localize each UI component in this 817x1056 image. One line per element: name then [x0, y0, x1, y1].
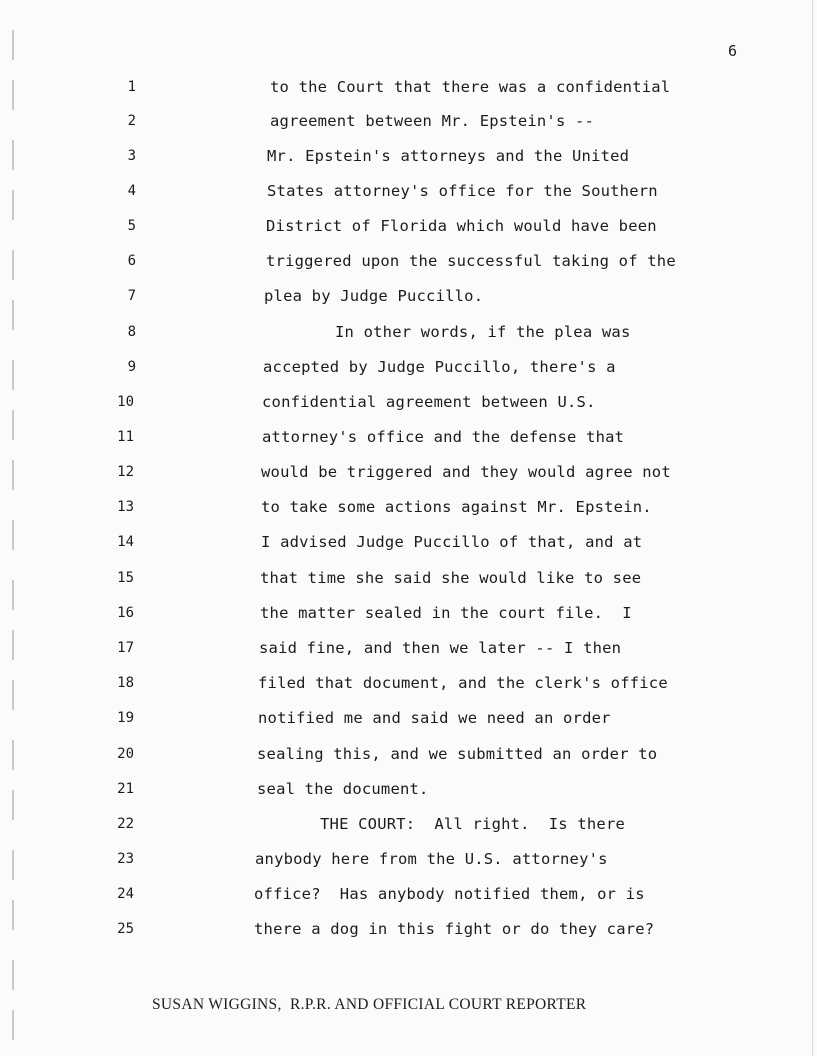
scan-artifact	[12, 190, 14, 220]
line-number: 8	[127, 324, 136, 340]
scan-artifact	[12, 680, 14, 710]
scan-artifact	[12, 520, 14, 550]
scan-artifact	[12, 850, 14, 880]
line-number: 10	[117, 394, 134, 410]
scan-artifact	[12, 460, 14, 490]
transcript-line: said fine, and then we later -- I then	[259, 639, 622, 657]
line-number: 25	[117, 921, 134, 937]
line-number: 22	[117, 816, 134, 832]
line-number: 3	[127, 148, 136, 164]
scan-artifact	[12, 300, 14, 330]
line-number: 11	[117, 429, 134, 445]
scan-artifact	[12, 410, 14, 440]
line-number: 14	[117, 534, 134, 550]
transcript-line: agreement between Mr. Epstein's --	[270, 112, 595, 130]
scan-artifact	[12, 630, 14, 660]
line-number: 4	[127, 183, 136, 199]
transcript-line: would be triggered and they would agree not	[261, 463, 671, 481]
transcript-line: filed that document, and the clerk's office	[258, 674, 668, 692]
scan-artifact	[12, 30, 14, 60]
line-number: 9	[127, 359, 136, 375]
transcript-line: office? Has anybody notified them, or is	[254, 885, 645, 903]
transcript-line: triggered upon the successful taking of the	[266, 252, 676, 270]
scan-artifact	[12, 580, 14, 610]
line-number: 1	[127, 79, 136, 95]
line-number: 20	[117, 746, 134, 762]
transcript-line: confidential agreement between U.S.	[262, 393, 596, 411]
transcript-line: there a dog in this fight or do they care?	[254, 920, 655, 938]
transcript-line: In other words, if the plea was	[335, 323, 631, 341]
transcript-line: attorney's office and the defense that	[262, 428, 625, 446]
line-number: 24	[117, 886, 134, 902]
scan-artifact	[12, 1010, 14, 1040]
transcript-line: to take some actions against Mr. Epstein.	[261, 498, 652, 516]
scan-artifact	[12, 250, 14, 280]
transcript-line: to the Court that there was a confidential	[270, 78, 671, 96]
line-number: 23	[117, 851, 134, 867]
transcript-line: Mr. Epstein's attorneys and the United	[267, 147, 630, 165]
line-number: 12	[117, 464, 134, 480]
line-number: 18	[117, 675, 134, 691]
transcript-line: seal the document.	[257, 780, 429, 798]
scan-artifact	[12, 900, 14, 930]
line-number: 19	[117, 710, 134, 726]
page-number: 6	[728, 42, 738, 60]
line-number: 13	[117, 499, 134, 515]
scan-artifact	[12, 740, 14, 770]
transcript-line: accepted by Judge Puccillo, there's a	[263, 358, 616, 376]
line-number: 7	[127, 288, 136, 304]
line-number: 5	[127, 218, 136, 234]
transcript-line: I advised Judge Puccillo of that, and at	[261, 533, 643, 551]
transcript-line: plea by Judge Puccillo.	[264, 287, 484, 305]
line-number: 21	[117, 781, 134, 797]
scan-artifact	[12, 790, 14, 820]
transcript-line: anybody here from the U.S. attorney's	[255, 850, 608, 868]
transcript-line: the matter sealed in the court file. I	[260, 604, 632, 622]
line-number: 2	[127, 113, 136, 129]
scan-artifact	[12, 140, 14, 170]
line-number: 6	[127, 253, 136, 269]
scan-artifact	[12, 80, 14, 110]
transcript-line: District of Florida which would have been	[266, 217, 657, 235]
line-number: 16	[117, 605, 134, 621]
line-number: 15	[117, 570, 134, 586]
scan-artifact	[12, 360, 14, 390]
line-number: 17	[117, 640, 134, 656]
transcript-line: THE COURT: All right. Is there	[320, 815, 626, 833]
reporter-footer: SUSAN WIGGINS, R.P.R. AND OFFICIAL COURT REPORTER	[152, 996, 587, 1013]
transcript-line: that time she said she would like to see	[260, 569, 642, 587]
scan-artifact	[12, 960, 14, 990]
page-right-edge	[812, 0, 813, 1056]
transcript-line: States attorney's office for the Southern	[267, 182, 658, 200]
transcript-line: sealing this, and we submitted an order to	[257, 745, 658, 763]
transcript-line: notified me and said we need an order	[258, 709, 611, 727]
